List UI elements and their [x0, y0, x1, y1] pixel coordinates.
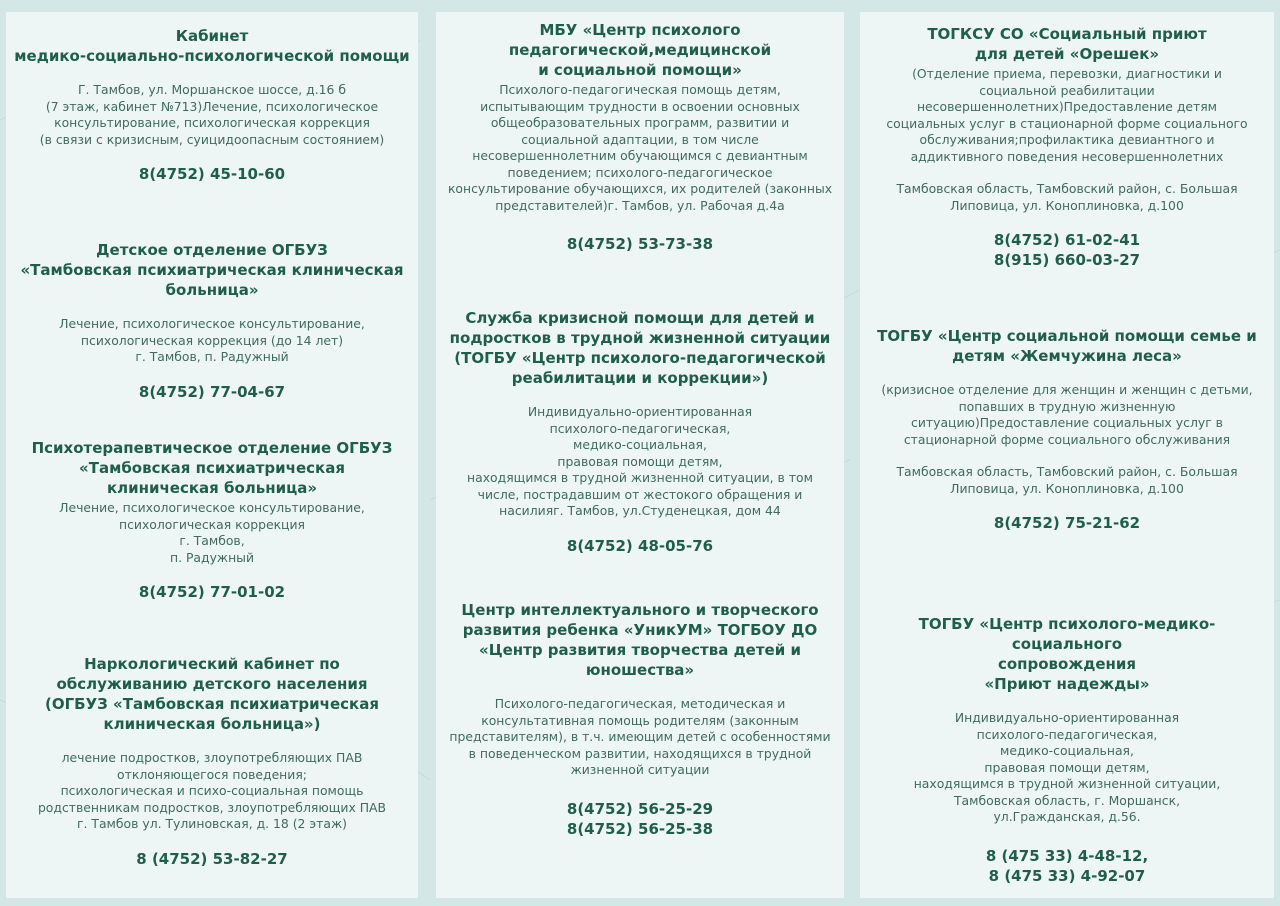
org-title: Кабинет медико-социально-психологической помощи — [14, 27, 410, 65]
org-description: (Отделение приема, перевозки, диагностики и социальной реабилитации несовершеннолетних)Предоставление детям социальных услуг в стационарной форме социального обслуживания;профилактика девиантного и аддиктивного поведения несовершеннолетних — [886, 66, 1248, 164]
org-description: Лечение, психологическое консультирование, психологическая коррекция г. Тамбов, п. Радужный — [59, 500, 365, 565]
org-entry — [12, 654, 412, 869]
org-description: Индивидуально-ориентированная психолого-педагогическая, медико-социальная, правовая помощи детям, находящимся в трудной жизненной ситуации, Тамбовская область, г. Моршанск, ул.Гражданская, д.56. — [913, 710, 1221, 824]
org-title: Центр интеллектуального и творческого развития ребенка «УникУМ» ТОГБОУ ДО «Центр развития творчества детей и юношества» — [461, 601, 819, 679]
org-phone[interactable]: 8(4752) 77-04-67 — [138, 382, 286, 401]
org-phone[interactable]: 8(4752) 61-02-41 8(915) 660-03-27 — [993, 231, 1141, 269]
org-entry — [442, 308, 838, 556]
org-title: МБУ «Центр психолого педагогической,медицинской и социальной помощи» — [508, 21, 772, 79]
org-title: Психотерапевтическое отделение ОГБУЗ «Тамбовская психиатрическая клиническая больница» — [31, 439, 393, 497]
org-description: Г. Тамбов, ул. Моршанское шоссе, д.16 б (7 этаж, кабинет №713)Лечение, психологическое консультирование, психологическая коррекция (в связи с кризисным, суицидоопасным состоянием) — [39, 82, 385, 147]
org-phone[interactable]: 8(4752) 77-01-02 — [138, 583, 286, 601]
org-entry — [866, 24, 1268, 270]
org-phone[interactable]: 8 (475 33) 4-48-12, 8 (475 33) 4-92-07 — [985, 846, 1149, 885]
org-description: Психолого-педагогическая, методическая и консультативная помощь родителям (законным представителям), в т.ч. имеющим детей с особенностями в поведенческом развитии, находящихся в трудной жизненной ситуации — [449, 696, 831, 777]
org-description: лечение подростков, злоупотребляющих ПАВ отклоняющегося поведения; психологическая и психо-социальная помощь родственникам подростков, злоупотребляющих ПАВ г. Тамбов ул. Тулиновская, д. 18 (2 этаж) — [37, 750, 387, 831]
org-phone[interactable]: 8(4752) 45-10-60 — [138, 165, 286, 183]
org-entry — [442, 600, 838, 839]
org-entry — [866, 614, 1268, 886]
org-description: Психолого-педагогическая помощь детям, испытывающим трудности в освоении основных общеобразовательных программ, развитии и социальной адаптации, в том числе несовершеннолетним обучающимся с девиантным поведением; психолого-педагогическое консультирование обучающихся, их родителей (законных представителей)г. Тамбов, ул. Рабочая д.4а — [447, 82, 833, 213]
org-entry — [12, 240, 412, 402]
org-description: (кризисное отделение для женщин и женщин с детьми, попавших в трудную жизненную ситуацию)Предоставление социальных услуг в стационарной форме социального обслуживания — [881, 382, 1253, 447]
org-title: ТОГБУ «Центр социальной помощи семье и детям «Жемчужина леса» — [877, 327, 1257, 365]
org-phone[interactable]: 8(4752) 53-73-38 — [566, 235, 714, 253]
org-title: ТОГКСУ СО «Социальный приют для детей «Орешек» — [927, 25, 1207, 63]
org-phone[interactable]: 8(4752) 56-25-29 8(4752) 56-25-38 — [566, 799, 714, 838]
column-panel-1 — [6, 12, 418, 898]
org-title: ТОГБУ «Центр психолого-медико-социального сопровождения «Приют надежды» — [918, 615, 1216, 693]
org-address: Тамбовская область, Тамбовский район, с. Большая Липовица, ул. Коноплиновка, д.100 — [896, 464, 1238, 496]
org-description: Индивидуально-ориентированная психолого-педагогическая, медико-социальная, правовая помощи детям, находящимся в трудной жизненной ситуации, в том числе, пострадавшим от жестокого обращения и насилияг. Тамбов, ул.Студенецкая, дом 44 — [467, 404, 813, 518]
column-panel-2 — [436, 12, 844, 898]
org-description: Лечение, психологическое консультирование, психологическая коррекция (до 14 лет) г. Тамбов, п. Радужный — [59, 316, 365, 364]
org-entry — [12, 26, 412, 184]
org-title: Детское отделение ОГБУЗ «Тамбовская психиатрическая клиническая больница» — [20, 241, 404, 299]
org-entry — [866, 326, 1268, 533]
column-panel-3 — [860, 12, 1274, 898]
org-title: Служба кризисной помощи для детей и подростков в трудной жизненной ситуации (ТОГБУ «Центр психолого-педагогической реабилитации и коррекции») — [449, 309, 831, 387]
org-title: Наркологический кабинет по обслуживанию детского населения (ОГБУЗ «Тамбовская психиатрическая клиническая больница») — [45, 655, 379, 733]
org-phone[interactable]: 8(4752) 48-05-76 — [566, 536, 714, 555]
org-phone[interactable]: 8(4752) 75-21-62 — [993, 514, 1141, 532]
org-entry — [12, 438, 412, 602]
org-address: Тамбовская область, Тамбовский район, с. Большая Липовица, ул. Коноплиновка, д.100 — [896, 181, 1238, 213]
org-entry — [442, 20, 838, 254]
org-phone[interactable]: 8 (4752) 53-82-27 — [136, 849, 288, 868]
